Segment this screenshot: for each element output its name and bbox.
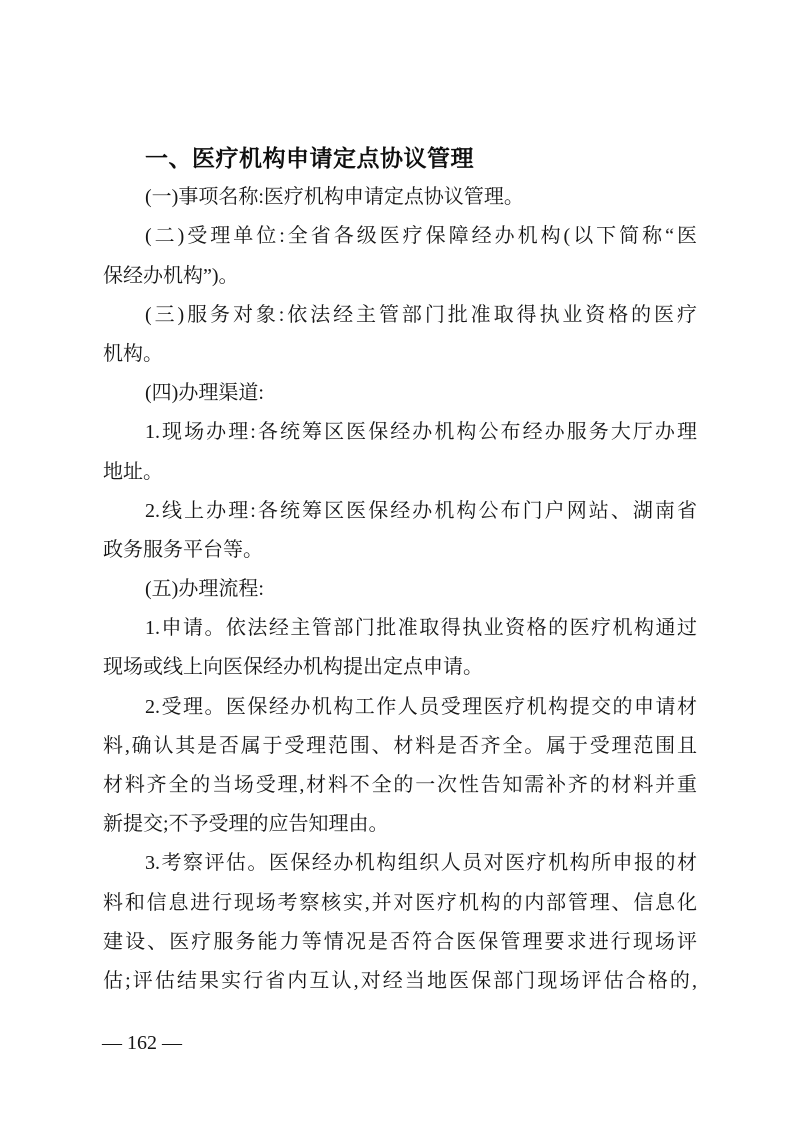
text-line: 估;评估结果实行省内互认,对经当地医保部门现场评估合格的, [103, 969, 697, 992]
document-body [103, 139, 697, 1001]
text-line: 新提交;不予受理的应告知理由。 [103, 813, 389, 836]
text-line: 3.考察评估。医保经办机构组织人员对医疗机构所申报的材 [145, 852, 697, 875]
text-line: (五)办理流程: [145, 578, 264, 601]
text-line: (三)服务对象:依法经主管部门批准取得执业资格的医疗 [145, 303, 697, 326]
text-line: 材料齐全的当场受理,材料不全的一次性告知需补齐的材料并重 [103, 774, 697, 796]
text-line: 建设、医疗服务能力等情况是否符合医保管理要求进行现场评 [103, 930, 697, 953]
text-line: (一)事项名称:医疗机构申请定点协议管理。 [145, 186, 524, 209]
text-line: 现场或线上向医保经办机构提出定点申请。 [103, 656, 483, 679]
text-line: 2.线上办理:各统筹区医保经办机构公布门户网站、湖南省 [145, 499, 697, 522]
text-line: 料和信息进行现场考察核实,并对医疗机构的内部管理、信息化 [103, 891, 697, 914]
text-line: 1.申请。依法经主管部门批准取得执业资格的医疗机构通过 [145, 617, 697, 640]
text-line: 保经办机构”)。 [103, 264, 239, 287]
page-number: — 162 — [102, 1032, 182, 1054]
section-heading: 一、医疗机构申请定点协议管理 [145, 145, 474, 171]
text-line: 政务服务平台等。 [103, 538, 263, 561]
text-line: 地址。 [103, 460, 163, 483]
text-line: (四)办理渠道: [145, 382, 264, 405]
text-line: 料,确认其是否属于受理范围、材料是否齐全。属于受理范围且 [103, 734, 697, 757]
text-line: 1.现场办理:各统筹区医保经办机构公布经办服务大厅办理 [145, 421, 697, 444]
text-line: 2.受理。医保经办机构工作人员受理医疗机构提交的申请材 [145, 695, 697, 718]
text-line: (二)受理单位:全省各级医疗保障经办机构(以下简称“医 [145, 225, 697, 248]
text-line: 机构。 [103, 342, 163, 365]
